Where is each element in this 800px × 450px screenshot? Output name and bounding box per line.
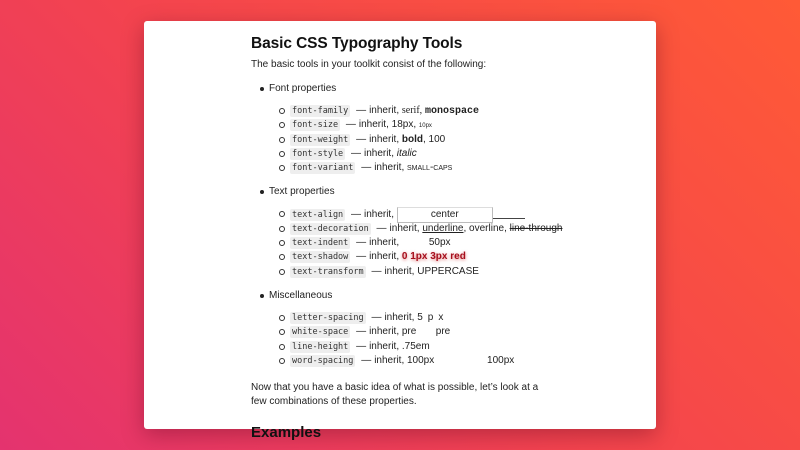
property-code: font-style bbox=[292, 148, 344, 159]
property-list bbox=[269, 311, 551, 368]
property-code: white-space bbox=[292, 327, 349, 338]
separator: — bbox=[356, 237, 367, 249]
inherit-text: inherit, bbox=[374, 354, 405, 366]
value-example: small-caps bbox=[407, 162, 453, 174]
value-example: monospace bbox=[424, 106, 479, 117]
inherit-text: inherit, bbox=[369, 326, 400, 338]
list-item bbox=[269, 236, 551, 250]
separator: — bbox=[356, 105, 367, 116]
separator: — bbox=[361, 354, 372, 366]
property-code: font-size bbox=[292, 120, 339, 131]
inherit-text: inherit, bbox=[384, 311, 415, 323]
section-title: Font properties bbox=[269, 83, 337, 94]
property-code: font-family bbox=[292, 106, 349, 116]
property-list bbox=[269, 104, 551, 175]
inherit-text: inherit, bbox=[369, 105, 400, 116]
value-example: UPPERCASE bbox=[417, 265, 479, 277]
list-item bbox=[269, 161, 551, 175]
separator: — bbox=[371, 265, 382, 277]
list-item bbox=[269, 311, 551, 325]
section-font-properties bbox=[251, 82, 551, 175]
property-code: letter-spacing bbox=[292, 312, 364, 323]
inherit-text: inherit, bbox=[369, 251, 400, 263]
separator: — bbox=[350, 209, 361, 221]
property-code: font-variant bbox=[292, 163, 354, 174]
separator: — bbox=[356, 326, 367, 338]
list-item bbox=[269, 104, 551, 118]
inherit-text: inherit, bbox=[363, 209, 394, 221]
value-example: , overline, bbox=[463, 222, 507, 234]
article-content bbox=[251, 33, 563, 442]
separator: — bbox=[356, 133, 367, 145]
property-code: text-transform bbox=[292, 266, 364, 277]
inherit-text: inherit, 18px, bbox=[358, 119, 417, 131]
list-item bbox=[269, 133, 551, 147]
property-code: text-align bbox=[292, 210, 344, 221]
separator: — bbox=[361, 162, 372, 174]
list-item bbox=[269, 340, 551, 354]
separator: — bbox=[356, 251, 367, 263]
property-code: text-shadow bbox=[292, 252, 349, 263]
section-text-properties bbox=[251, 185, 563, 278]
inherit-text: inherit, bbox=[384, 265, 415, 277]
section-miscellaneous bbox=[251, 289, 551, 368]
underline-rule bbox=[493, 210, 525, 219]
property-code: text-indent bbox=[292, 238, 349, 249]
intro-text: The basic tools in your toolkit consist of the following: bbox=[251, 59, 487, 70]
property-list bbox=[269, 207, 563, 278]
value-example: serif, bbox=[401, 105, 423, 116]
value-example: bold bbox=[401, 133, 423, 145]
inherit-text: inherit, bbox=[374, 162, 405, 174]
property-code: word-spacing bbox=[292, 355, 354, 366]
value-example: 5px bbox=[417, 311, 449, 323]
article-card bbox=[144, 21, 656, 442]
value-example: .75em bbox=[401, 340, 430, 352]
value-example: 0 1px 3px red bbox=[401, 251, 466, 263]
value-example: line-through bbox=[509, 222, 563, 234]
list-item bbox=[269, 207, 551, 221]
list-item bbox=[269, 265, 551, 279]
outro-text: Now that you have a basic idea of what is possible, let’s look at a few combinations of these properties. bbox=[251, 382, 539, 408]
list-item bbox=[269, 250, 551, 264]
value-example: italic bbox=[396, 147, 417, 159]
tool-sections bbox=[251, 82, 563, 368]
property-code: font-weight bbox=[292, 134, 349, 145]
page-title: Basic CSS Typography Tools bbox=[251, 35, 463, 52]
section-title: Text properties bbox=[269, 186, 335, 198]
separator: — bbox=[376, 222, 387, 234]
examples-heading: Examples bbox=[251, 424, 322, 442]
property-code: line-height bbox=[292, 341, 349, 352]
inherit-text: inherit, bbox=[363, 147, 394, 159]
property-code: text-decoration bbox=[292, 223, 369, 234]
separator: — bbox=[371, 311, 382, 323]
inherit-text: inherit, bbox=[369, 237, 400, 249]
section-title: Miscellaneous bbox=[269, 289, 333, 301]
inherit-text: inherit, bbox=[369, 340, 400, 352]
list-item bbox=[269, 354, 551, 368]
list-item bbox=[269, 222, 563, 236]
list-item bbox=[269, 147, 551, 161]
separator: — bbox=[356, 340, 367, 352]
list-item bbox=[269, 118, 551, 132]
value-example: center bbox=[397, 207, 493, 223]
inherit-text: inherit, bbox=[369, 133, 400, 145]
list-item bbox=[269, 325, 551, 339]
value-example: 10px bbox=[418, 123, 432, 130]
inherit-text: inherit, bbox=[389, 222, 420, 234]
separator: — bbox=[345, 119, 356, 131]
value-example: underline bbox=[422, 222, 464, 234]
value-example: 100px 100px bbox=[407, 354, 515, 366]
value-example: , 100 bbox=[422, 133, 446, 145]
value-example: 50px bbox=[428, 237, 451, 249]
value-example: pre pre bbox=[401, 326, 451, 338]
separator: — bbox=[350, 147, 361, 159]
